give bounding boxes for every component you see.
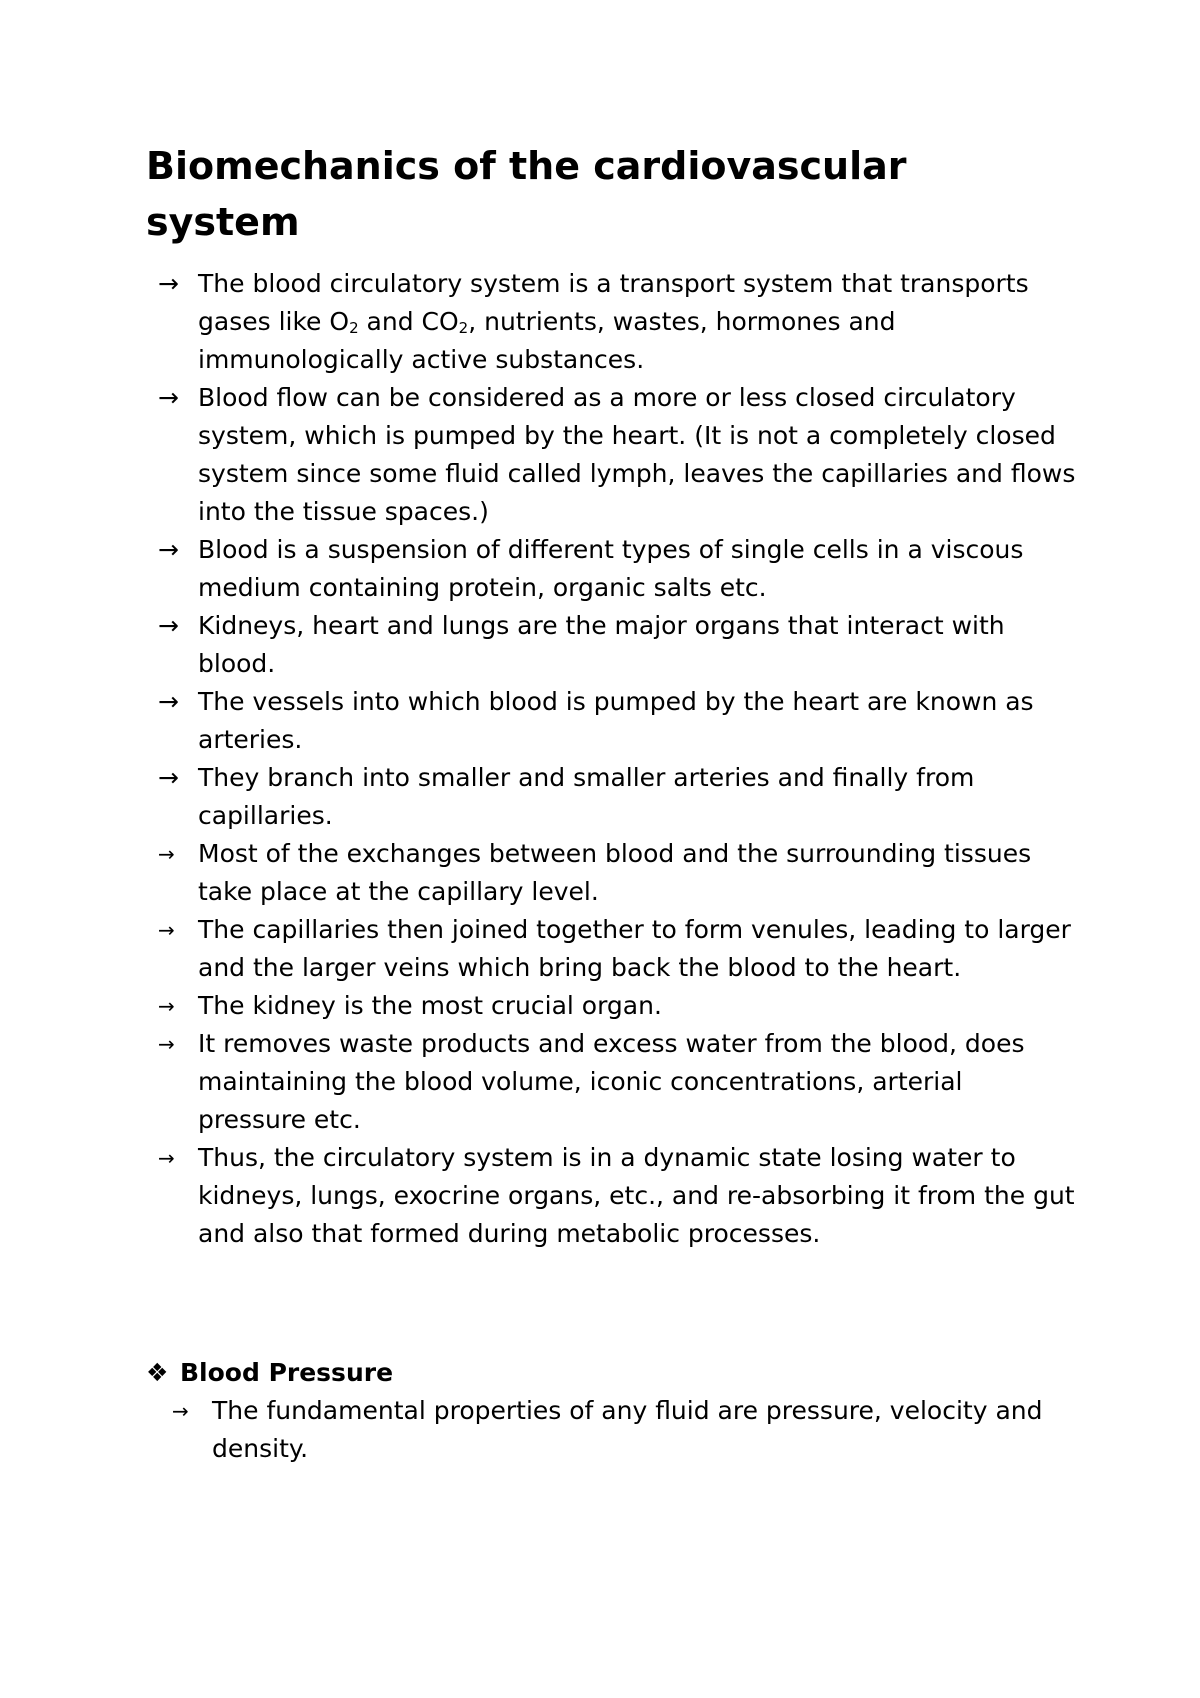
right-arrow-icon: →: [158, 994, 175, 1018]
bullet-text: Kidneys, heart and lungs are the major organs that interact with blood.: [198, 611, 1005, 678]
list-item: [158, 265, 1078, 379]
right-arrow-icon: →: [158, 687, 179, 716]
bullet-text-part: and CO: [358, 307, 459, 336]
bullet-text: Blood flow can be considered as a more or less closed circulatory system, which is pumped by the heart. (It is not a completely closed system since some fluid called lymph, leaves the capillaries and flows into the tissue spaces.): [198, 383, 1076, 526]
subscript: 2: [458, 319, 469, 337]
right-arrow-icon: →: [158, 1032, 175, 1056]
right-arrow-icon: →: [158, 383, 179, 412]
subscript: 2: [349, 319, 359, 337]
right-arrow-icon: →: [158, 1146, 175, 1170]
list-item: [158, 379, 1078, 531]
list-item: [158, 1139, 1078, 1253]
list-item: [158, 835, 1078, 911]
right-arrow-icon: →: [158, 763, 179, 792]
bullet-text: The capillaries then joined together to form venules, leading to larger and the larger veins which bring back the blood to the heart.: [198, 915, 1071, 982]
bullet-text: Blood is a suspension of different types of single cells in a viscous medium containing protein, organic salts etc.: [198, 535, 1024, 602]
list-item: [158, 531, 1078, 607]
right-arrow-icon: →: [172, 1399, 189, 1423]
bullet-text: [198, 269, 1029, 374]
list-item: [158, 911, 1078, 987]
bullet-text-part: , nutrients, wastes, hormones and immunologically active substances.: [198, 307, 896, 374]
bullet-text: The vessels into which blood is pumped by the heart are known as arteries.: [198, 687, 1034, 754]
bullet-text: The fundamental properties of any fluid are pressure, velocity and density.: [212, 1396, 1043, 1463]
list-item: [158, 683, 1078, 759]
bullet-text: The kidney is the most crucial organ.: [198, 991, 662, 1020]
bullet-text: It removes waste products and excess water from the blood, does maintaining the blood volume, iconic concentrations, arterial pressure etc.: [198, 1029, 1025, 1134]
bullet-text: Most of the exchanges between blood and the surrounding tissues take place at the capillary level.: [198, 839, 1032, 906]
right-arrow-icon: →: [158, 842, 175, 866]
bullet-text: They branch into smaller and smaller arteries and finally from capillaries.: [198, 763, 975, 830]
right-arrow-icon: →: [158, 535, 179, 564]
bullet-list: [158, 265, 1078, 1253]
page-title: Biomechanics of the cardiovascular system: [146, 144, 907, 244]
list-item: [158, 759, 1078, 835]
section-bullet-list: [172, 1392, 1072, 1468]
list-item: [158, 987, 1078, 1025]
right-arrow-icon: →: [158, 611, 179, 640]
list-item: [172, 1392, 1072, 1468]
right-arrow-icon: →: [158, 918, 175, 942]
section-heading-text: Blood Pressure: [180, 1358, 394, 1387]
list-item: [158, 1025, 1078, 1139]
bullet-text: Thus, the circulatory system is in a dynamic state losing water to kidneys, lungs, exocrine organs, etc., and re-absorbing it from the gut and also that formed during metabolic processes.: [198, 1143, 1075, 1248]
diamond-bullet-icon: ❖: [146, 1358, 169, 1387]
section-heading: [146, 1354, 1046, 1392]
list-item: [158, 607, 1078, 683]
bullet-text-part: The blood circulatory system is a transport system that transports gases like O: [198, 269, 1029, 336]
right-arrow-icon: →: [158, 269, 179, 298]
